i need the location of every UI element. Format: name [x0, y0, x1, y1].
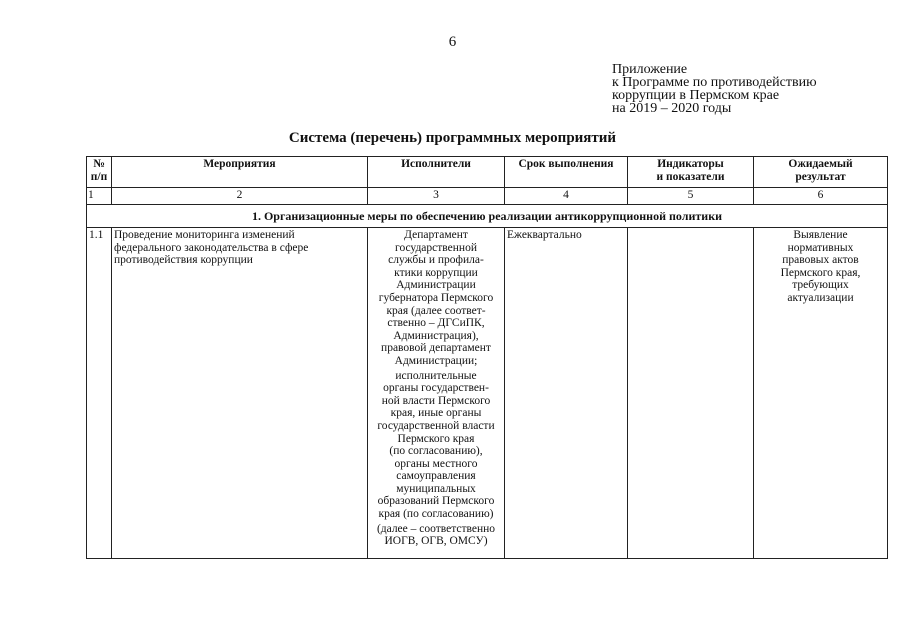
executor-line: государственной	[395, 241, 477, 254]
activity-line: федерального законодательства в сфере	[114, 241, 309, 254]
appendix-line: на 2019 – 2020 годы	[612, 101, 732, 116]
executor-line: правовой департамент	[381, 342, 491, 355]
result-line: требующих	[792, 279, 849, 292]
executor-line: ИОГВ, ОГВ, ОМСУ)	[384, 535, 488, 548]
column-number: 5	[628, 188, 754, 205]
header-result-line: Ожидаемый	[788, 158, 853, 170]
row-activity	[112, 228, 368, 559]
executor-line: края, иные органы	[390, 407, 482, 420]
header-result-line: результат	[795, 170, 846, 183]
executor-line: (далее – соответственно	[376, 522, 496, 535]
document-title: Система (перечень) программных мероприятий	[288, 130, 617, 146]
appendix-line: к Программе по противодействию	[612, 75, 817, 90]
executor-line: края (по согласованию)	[378, 508, 494, 521]
row-result	[754, 228, 888, 559]
executor-line: Администрации;	[394, 354, 478, 367]
executor-line: Департамент	[404, 229, 468, 241]
column-number: 2	[112, 188, 368, 205]
section-title: 1. Организационные меры по обеспечению реализации антикоррупционной политики	[87, 205, 888, 228]
executor-line: ктики коррупции	[394, 266, 478, 279]
result-line: Пермского края,	[780, 266, 861, 279]
executor-line: органы государствен-	[383, 382, 489, 395]
executors-block-2	[370, 370, 502, 521]
executor-line: образований Пермского	[377, 495, 495, 508]
page-number: 6	[448, 34, 457, 50]
executor-line: ной власти Пермского	[381, 394, 491, 407]
table-header-row	[87, 157, 888, 188]
executor-line: органы местного	[394, 457, 478, 470]
executor-line: государственной власти	[377, 419, 495, 432]
activity-line: противодействия коррупции	[114, 254, 253, 267]
row-executors	[368, 228, 505, 559]
program-activities-table	[86, 156, 888, 559]
executor-line: Администрация),	[393, 329, 479, 342]
executor-line: исполнительные	[395, 369, 477, 382]
executors-block-3	[370, 523, 502, 548]
executor-line: самоуправления	[396, 470, 476, 483]
executor-line: муниципальных	[396, 482, 476, 495]
executor-line: ственно – ДГСиПК,	[387, 317, 485, 330]
appendix-note	[612, 63, 817, 115]
executor-line: (по согласованию),	[389, 445, 483, 458]
table-row	[87, 228, 888, 559]
column-number: 3	[368, 188, 505, 205]
row-number: 1.1	[87, 228, 112, 559]
section-row	[87, 205, 888, 228]
header-indicators-line: и показатели	[656, 170, 725, 183]
executors-block-1	[370, 229, 502, 368]
column-number: 6	[754, 188, 888, 205]
row-deadline: Ежеквартально	[505, 228, 628, 559]
executor-line: губернатора Пермского	[378, 291, 494, 304]
executor-line: Пермского края	[397, 432, 475, 445]
row-indicators	[628, 228, 754, 559]
result-line: Выявление	[793, 229, 848, 241]
column-number: 1	[87, 188, 112, 205]
executor-line: Администрации	[396, 279, 476, 292]
header-num-line: п/п	[90, 170, 108, 183]
header-num	[87, 157, 112, 188]
result-line: правовых актов	[782, 254, 859, 267]
header-indicators-line: Индикаторы	[657, 158, 724, 170]
appendix-line: Приложение	[612, 62, 688, 77]
header-activity: Мероприятия	[112, 157, 368, 188]
result-line: актуализации	[787, 291, 854, 304]
column-number-row	[87, 188, 888, 205]
header-executors: Исполнители	[368, 157, 505, 188]
header-indicators	[628, 157, 754, 188]
activity-line: Проведение мониторинга изменений	[114, 229, 295, 241]
executor-line: края (далее соответ-	[386, 304, 486, 317]
column-number: 4	[505, 188, 628, 205]
appendix-line: коррупции в Пермском крае	[612, 88, 780, 103]
executor-line: службы и профила-	[388, 254, 484, 267]
header-deadline: Срок выполнения	[505, 157, 628, 188]
header-result	[754, 157, 888, 188]
result-line: нормативных	[787, 241, 854, 254]
header-num-line: №	[93, 158, 105, 170]
